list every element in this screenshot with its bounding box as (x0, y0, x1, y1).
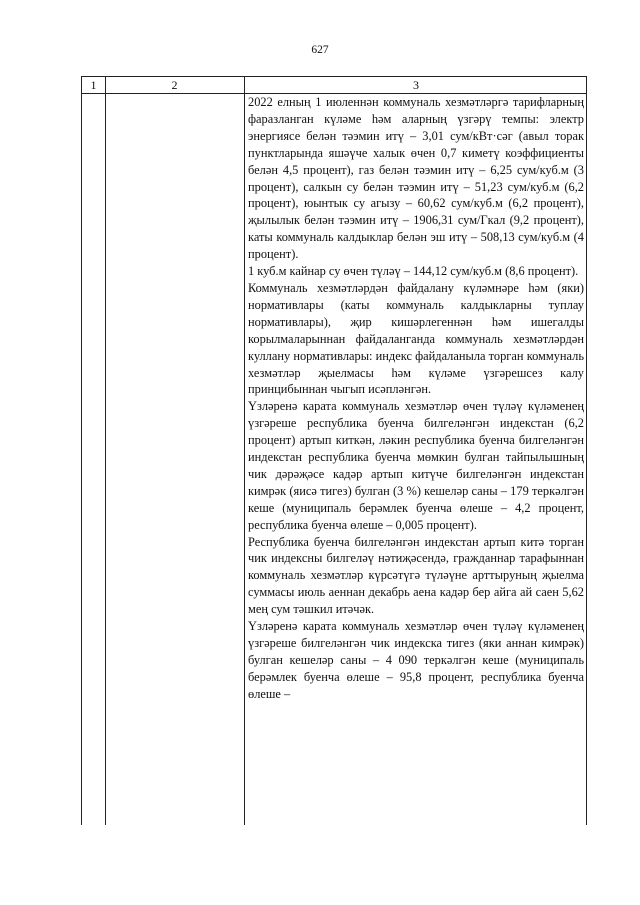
header-cell-3: 3 (413, 78, 419, 92)
header-cell-1: 1 (90, 78, 97, 92)
column-divider-1 (105, 77, 106, 825)
data-table (81, 76, 587, 825)
page-number: 627 (311, 44, 329, 56)
column-divider-2 (244, 77, 245, 825)
column-3-text (248, 94, 584, 703)
paragraph-consumption-norms: Коммуналь хезмәтләрдән файдалану күләмнәре һәм (яки) нормативлары (каты коммуналь калдыкларны туплау нормативлары), җир кишәрлегеннән һәм ишегалды корылмаларыннан файдаланганда коммуналь хезмәтләрдән куллану нормативлары: индекс файдаланыла торган коммуналь хезмәтләр җыелмасы һәм күләме үзгәрешсез калу принцибыннан чыгып исәпләнгән. (248, 280, 584, 397)
paragraph-residents-within-index: Үзләренә карата коммуналь хезмәтләр өчен түләү күләменең үзгәреше билгеләнгән чик индекска тигез (яки аннан кимрәк) булган кешеләр саны – 4 090 теркәлгән кеше (муниципаль берәмлек буенча өлеше – 95,8 процент, республика буенча өлеше – (248, 619, 584, 701)
paragraph-residents-above-index: Үзләренә карата коммуналь хезмәтләр өчен түләү күләменең үзгәреше республика буенча билгеләнгән индекстан (6,2 процент) артып киткән, ләкин республика буенча билгеләнгән индекстан республика буенча мөмкин булган тайпылышның чик дәрәҗәсе кадәр артып китүче билгеләнгән индекстан кимрәк (яисә тигез) булган (3 %) кешеләр саны – 179 теркәлгән кеше (муниципаль берәмлек буенча өлеше – 4,2 процент, республика буенча өлеше – 0,005 процент). (248, 399, 584, 532)
header-cell-2: 2 (171, 78, 178, 92)
paragraph-hot-water: 1 куб.м кайнар су өчен түләү – 144,12 сум/куб.м (8,6 процент). (248, 264, 579, 279)
paragraph-total-increase: Республика буенча билгеләнгән индекстан артып китә торган чик индексны билгеләү нәтиҗәсендә, гражданнар тарафыннан коммуналь хезмәтләр күрсәтүгә түләүне арттыруның җыелма суммасы июль аеннан декабрь аена кадәр бер айга ай саен 5,62 мең сум тәшкил итәчәк. (248, 534, 584, 617)
table-header-row (82, 77, 586, 94)
paragraph-tariffs: 2022 елның 1 июленнән коммуналь хезмәтләргә тарифларның фаразланган күләме һәм аларның үзгәрү темпы: электр энергиясе белән тәэмин итү – 3,01 сум/кВт·сәг (авыл торак пунктларында яшәүче халык өчен 0,7 киметү коэффициенты белән 4,5 процент), газ белән тәэмин итү – 6,25 сум/куб.м (3 процент), салкын су белән тәэмин итү – 51,23 сум/куб.м (6,2 процент), юынтык су агызу – 60,62 сум/куб.м (6,2 процент), җылылык белән тәэмин итү – 1906,31 сум/Гкал (9,2 процент), каты коммуналь калдыклар белән эш итү – 508,13 сум/куб.м (4 процент). (248, 95, 584, 262)
